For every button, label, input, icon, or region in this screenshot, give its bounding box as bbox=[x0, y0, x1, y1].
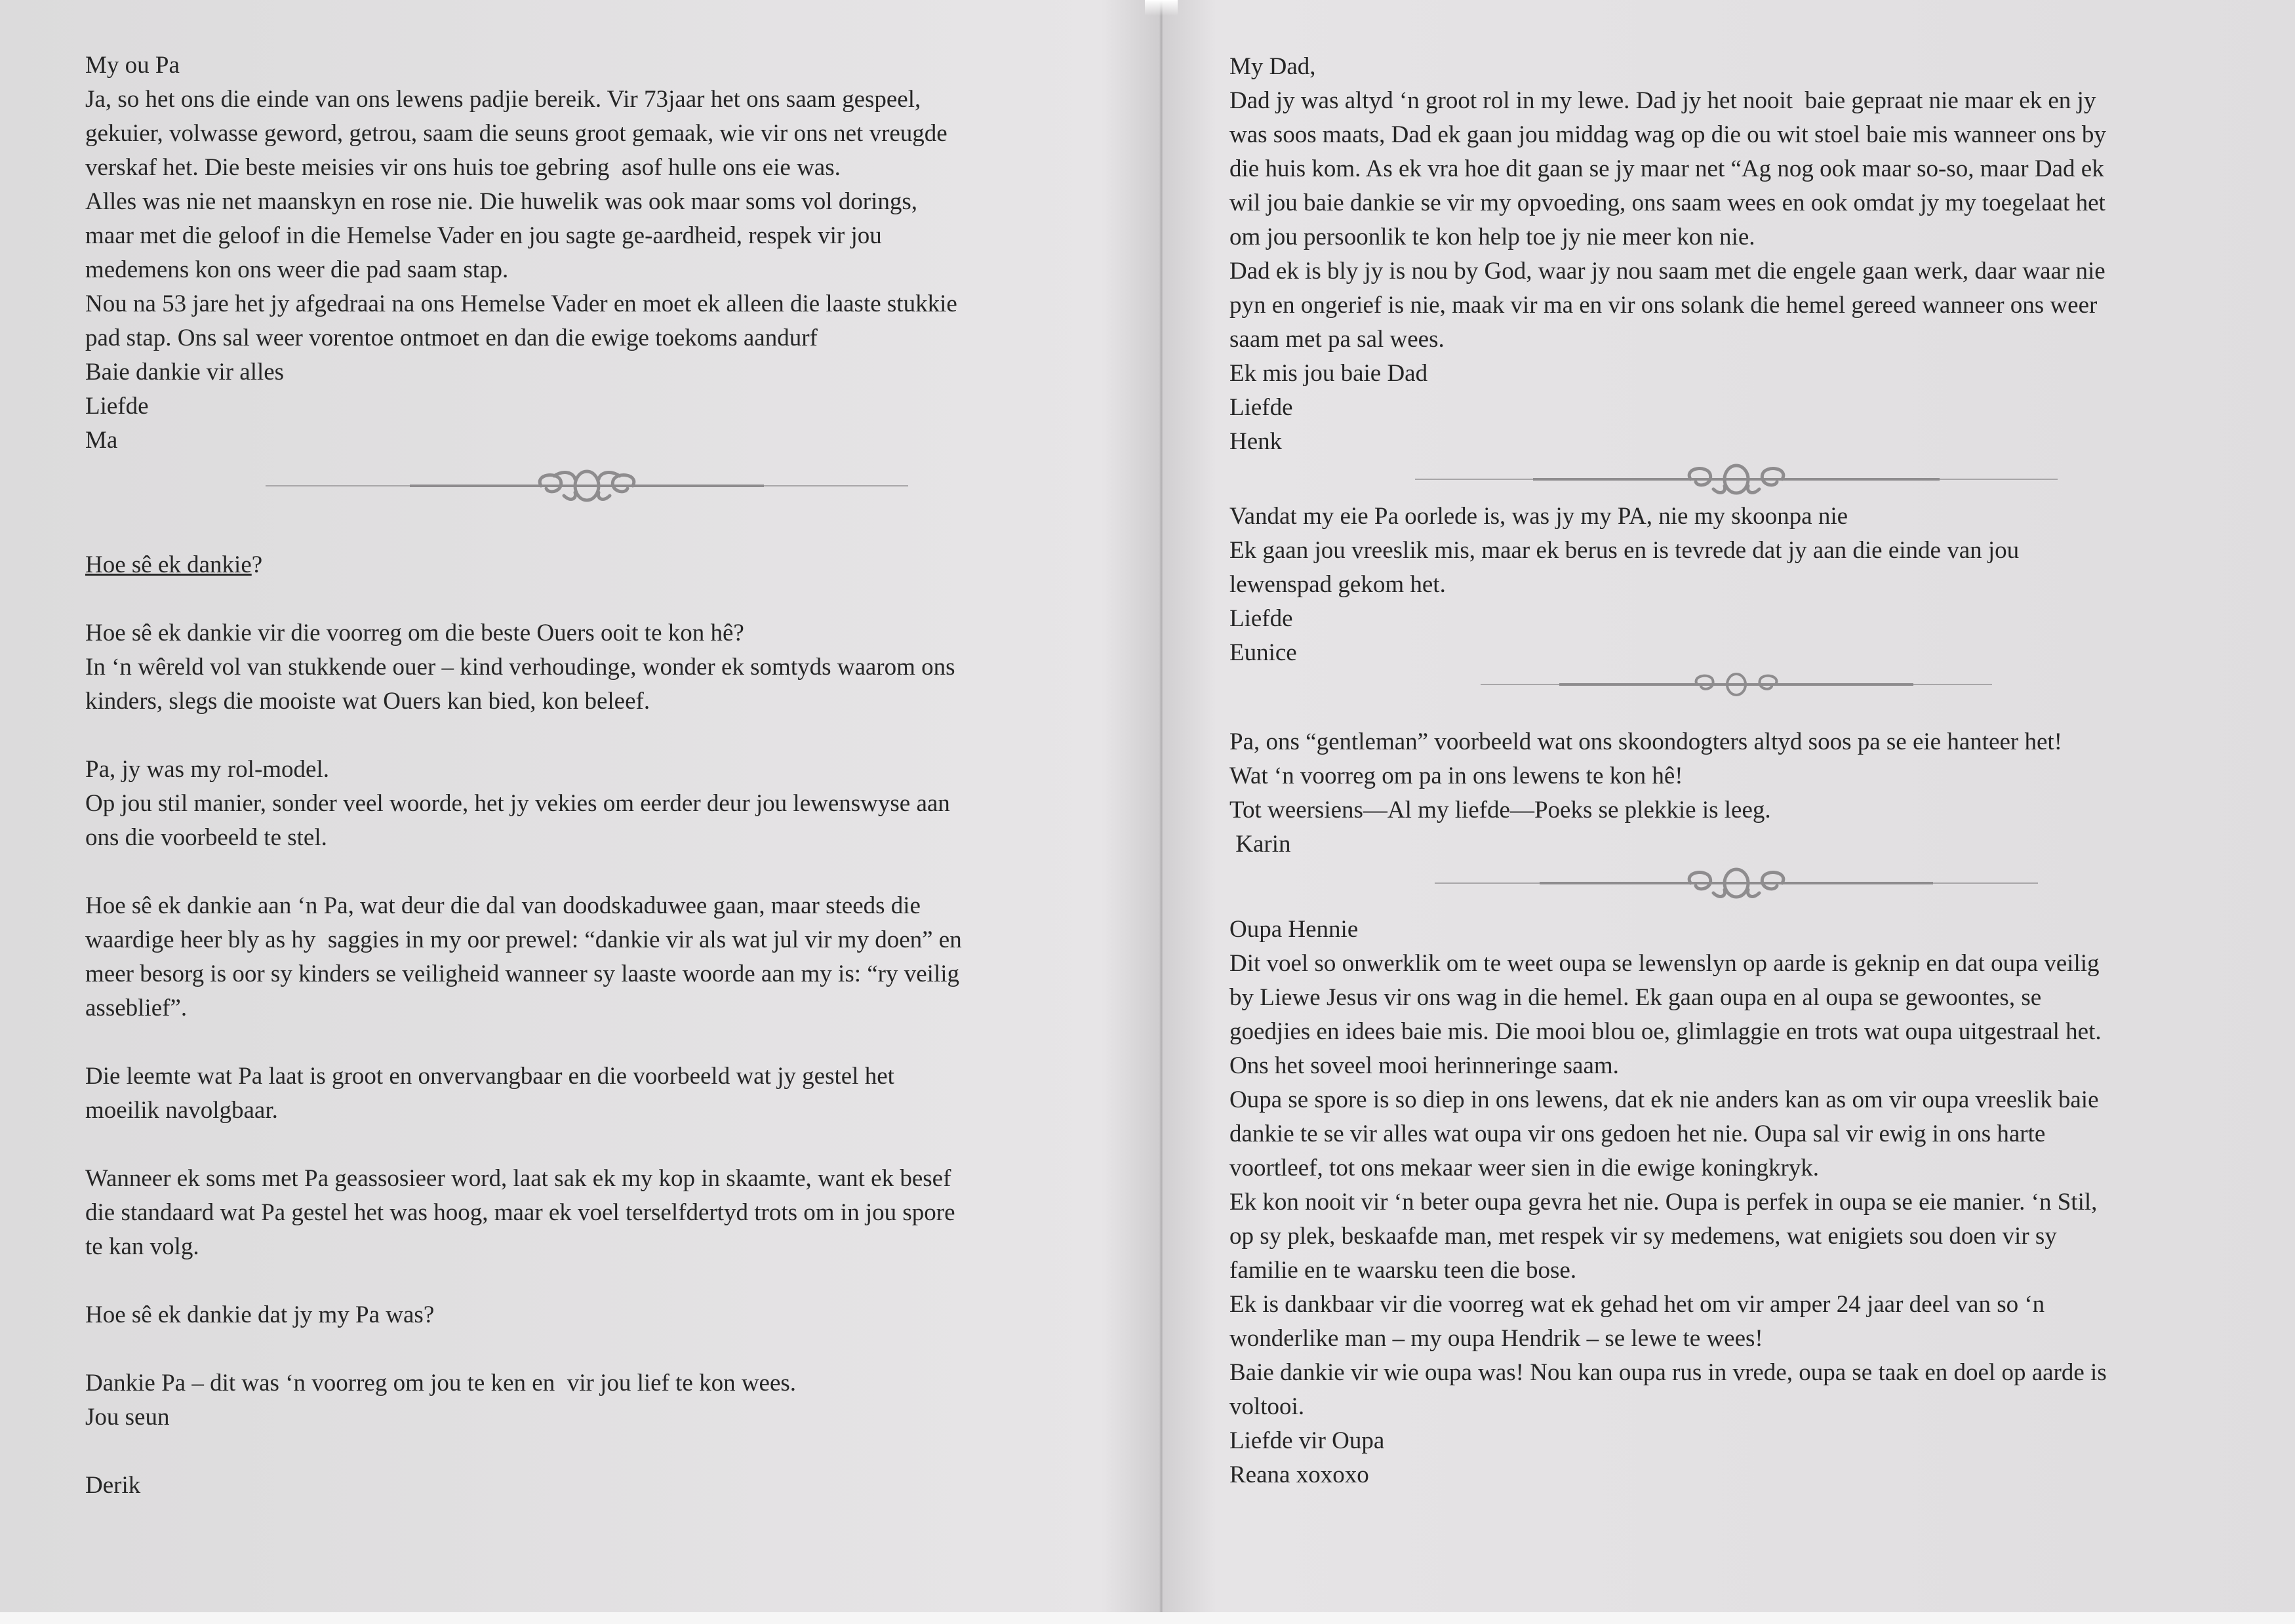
tribute-eunice bbox=[1229, 500, 2243, 670]
tribute-line: gekuier, volwasse geword, getrou, saam die seuns groot gemaak, wie vir ons net vreugde bbox=[85, 120, 948, 147]
tribute-line: Op jou stil manier, sonder veel woorde, het jy vekies om eerder deur jou lewenswyse aan bbox=[85, 790, 950, 817]
tribute-line: In ‘n wêreld vol van stukkende ouer – kind verhoudinge, wonder ek somtyds waarom ons bbox=[85, 654, 955, 681]
tribute-line: dankie te se vir alles wat oupa vir ons gedoen het nie. Oupa sal vir ewig in ons harte bbox=[1229, 1120, 2046, 1147]
tribute-line: meer besorg is oor sy kinders se veiligheid wanneer sy laaste woorde aan my is: “ry veilig bbox=[85, 961, 960, 987]
tribute-line: Pa, ons “gentleman” voorbeeld wat ons skoondogters altyd soos pa se eie hanteer het! bbox=[1229, 728, 2062, 755]
tribute-line: Ons het soveel mooi herinneringe saam. bbox=[1229, 1052, 1619, 1079]
section-heading bbox=[85, 548, 1088, 582]
tribute-signature: Derik bbox=[85, 1472, 141, 1499]
tribute-line: Ek kon nooit vir ‘n beter oupa gevra het nie. Oupa is perfek in oupa se eie manier. ‘n Stil, bbox=[1229, 1189, 2098, 1216]
tribute-line: Dad ek is bly jy is nou by God, waar jy nou saam met die engele gaan werk, daar waar nie bbox=[1229, 258, 2105, 285]
tribute-line: Liefde bbox=[85, 393, 149, 420]
tribute-line: Alles was nie net maanskyn en rose nie. Die huwelik was ook maar soms vol dorings, bbox=[85, 188, 918, 215]
scroll-ornament-icon bbox=[1435, 865, 2038, 901]
scroll-ornament-icon bbox=[1481, 670, 1992, 699]
tribute-line: Die leemte wat Pa laat is groot en onvervangbaar en die voorbeeld wat jy gestel het bbox=[85, 1063, 894, 1090]
tribute-derik bbox=[85, 548, 1088, 1503]
tribute-karin bbox=[1229, 725, 2243, 862]
tribute-reana bbox=[1229, 913, 2243, 1492]
tribute-line: Baie dankie vir wie oupa was! Nou kan oupa rus in vrede, oupa se taak en doel op aarde is bbox=[1229, 1359, 2107, 1386]
tribute-line: pyn en ongerief is nie, maak vir ma en vir ons solank die hemel gereed wanneer ons weer bbox=[1229, 292, 2098, 319]
tribute-line: Ja, so het ons die einde van ons lewens padjie bereik. Vir 73jaar het ons saam gespeel, bbox=[85, 86, 921, 113]
tribute-line: Liefde vir Oupa bbox=[1229, 1427, 1385, 1454]
tribute-line: Dit voel so onwerklik om te weet oupa se lewenslyn op aarde is geknip en dat oupa veilig bbox=[1229, 950, 2100, 977]
tribute-line: die huis kom. As ek vra hoe dit gaan se jy maar net “Ag nog ook maar so-so, maar Dad ek bbox=[1229, 155, 2104, 182]
tribute-signature: Ma bbox=[85, 427, 118, 454]
heading-text: Hoe sê ek dankie bbox=[85, 551, 252, 578]
tribute-line: moeilik navolgbaar. bbox=[85, 1097, 278, 1124]
tribute-line: lewenspad gekom het. bbox=[1229, 571, 1446, 598]
center-fold bbox=[1159, 0, 1163, 1613]
tribute-line: Dad jy was altyd ‘n groot rol in my lewe. Dad jy het nooit baie gepraat nie maar ek en jy bbox=[1229, 87, 2096, 114]
tribute-line: voltooi. bbox=[1229, 1393, 1305, 1420]
tribute-line: voortleef, tot ons mekaar weer sien in die ewige koningkryk. bbox=[1229, 1155, 1820, 1181]
tribute-line: Jou seun bbox=[85, 1404, 170, 1431]
tribute-line: was soos maats, Dad ek gaan jou middag wag op die ou wit stoel baie mis wanneer ons by bbox=[1229, 121, 2106, 148]
tribute-line: Vandat my eie Pa oorlede is, was jy my PA, nie my skoonpa nie bbox=[1229, 503, 1848, 530]
tribute-line: Wanneer ek soms met Pa geassosieer word, laat sak ek my kop in skaamte, want ek besef bbox=[85, 1165, 951, 1192]
scroll-ornament-icon bbox=[1415, 461, 2058, 498]
tribute-line: by Liewe Jesus vir ons wag in die hemel. Ek gaan oupa en al oupa se gewoontes, se bbox=[1229, 984, 2042, 1011]
tribute-greeting: My Dad, bbox=[1229, 53, 1316, 80]
ornament-divider bbox=[1229, 459, 2243, 500]
sheet-edge bbox=[0, 1612, 2295, 1624]
tribute-greeting: My ou Pa bbox=[85, 52, 180, 79]
tribute-line: maar met die geloof in die Hemelse Vader en jou sagte ge-aardheid, respek vir jou bbox=[85, 222, 882, 249]
right-page bbox=[1229, 0, 2243, 1492]
tribute-line: Nou na 53 jare het jy afgedraai na ons Hemelse Vader en moet ek alleen die laaste stukkie bbox=[85, 290, 957, 317]
tribute-line: Ek mis jou baie Dad bbox=[1229, 360, 1428, 387]
tribute-line: medemens kon ons weer die pad saam stap. bbox=[85, 256, 509, 283]
tribute-line: Dankie Pa – dit was ‘n voorreg om jou te ken en vir jou lief te kon wees. bbox=[85, 1370, 797, 1396]
tribute-signature: Henk bbox=[1229, 428, 1283, 455]
fold-notch bbox=[1145, 0, 1178, 16]
tribute-line: waardige heer bly as hy saggies in my oor prewel: “dankie vir als wat jul vir my doen” en bbox=[85, 926, 962, 953]
tribute-line: Liefde bbox=[1229, 605, 1293, 632]
tribute-line: verskaf het. Die beste meisies vir ons huis toe gebring asof hulle ons eie was. bbox=[85, 154, 841, 181]
tribute-line: om jou persoonlik te kon help toe jy nie meer kon nie. bbox=[1229, 224, 1755, 250]
tribute-line: goedjies en idees baie mis. Die mooi blou oe, glimlaggie en trots wat oupa uitgestraal het. bbox=[1229, 1018, 2102, 1045]
tribute-line: Hoe sê ek dankie dat jy my Pa was? bbox=[85, 1301, 435, 1328]
tribute-line: kinders, slegs die mooiste wat Ouers kan bied, kon beleef. bbox=[85, 688, 650, 715]
tribute-line: Baie dankie vir alles bbox=[85, 359, 285, 386]
tribute-greeting: Oupa Hennie bbox=[1229, 916, 1359, 943]
tribute-signature: Reana xoxoxo bbox=[1229, 1461, 1369, 1488]
tribute-line: Hoe sê ek dankie vir die voorreg om die beste Ouers ooit te kon hê? bbox=[85, 620, 744, 646]
tribute-signature: Eunice bbox=[1229, 639, 1297, 666]
tribute-line: pad stap. Ons sal weer vorentoe ontmoet en dan die ewige toekoms aandurf bbox=[85, 325, 818, 351]
tribute-line: Oupa se spore is so diep in ons lewens, dat ek nie anders kan as om vir oupa vreeslik baie bbox=[1229, 1086, 2099, 1113]
ornament-divider bbox=[1229, 670, 2243, 699]
tribute-line: die standaard wat Pa gestel het was hoog, maar ek voel terselfdertyd trots om in jou spore bbox=[85, 1199, 955, 1226]
tribute-line: Pa, jy was my rol-model. bbox=[85, 756, 330, 783]
left-page bbox=[85, 0, 1088, 1503]
tribute-line: familie en te waarsku teen die bose. bbox=[1229, 1257, 1577, 1284]
ornament-divider bbox=[85, 458, 1088, 514]
tribute-line: te kan volg. bbox=[85, 1233, 199, 1260]
tribute-line: Tot weersiens—Al my liefde—Poeks se plekkie is leeg. bbox=[1229, 797, 1771, 823]
tribute-line: asseblief”. bbox=[85, 995, 188, 1021]
tribute-line: ons die voorbeeld te stel. bbox=[85, 824, 327, 851]
tribute-line: Hoe sê ek dankie aan ‘n Pa, wat deur die dal van doodskaduwee gaan, maar steeds die bbox=[85, 892, 921, 919]
scroll-ornament-icon bbox=[266, 466, 908, 505]
tribute-line: Liefde bbox=[1229, 394, 1293, 421]
tribute-ma bbox=[85, 49, 1088, 458]
heading-suffix: ? bbox=[251, 551, 263, 578]
tribute-signature: Karin bbox=[1229, 831, 1291, 858]
tribute-line: Ek gaan jou vreeslik mis, maar ek berus en is tevrede dat jy aan die einde van jou bbox=[1229, 537, 2020, 564]
tribute-line: op sy plek, beskaafde man, met respek vir sy medemens, wat enigiets sou doen vir sy bbox=[1229, 1223, 2057, 1250]
tribute-line: wonderlike man – my oupa Hendrik – se lewe te wees! bbox=[1229, 1325, 1763, 1352]
tribute-line: Ek is dankbaar vir die voorreg wat ek gehad het om vir amper 24 jaar deel van so ‘n bbox=[1229, 1291, 2045, 1318]
tribute-line: saam met pa sal wees. bbox=[1229, 326, 1445, 353]
tribute-line: Wat ‘n voorreg om pa in ons lewens te kon hê! bbox=[1229, 762, 1683, 789]
tribute-henk bbox=[1229, 50, 2243, 459]
tribute-line: wil jou baie dankie se vir my opvoeding, ons saam wees en ook omdat jy my toegelaat het bbox=[1229, 189, 2105, 216]
ornament-divider bbox=[1229, 862, 2243, 905]
